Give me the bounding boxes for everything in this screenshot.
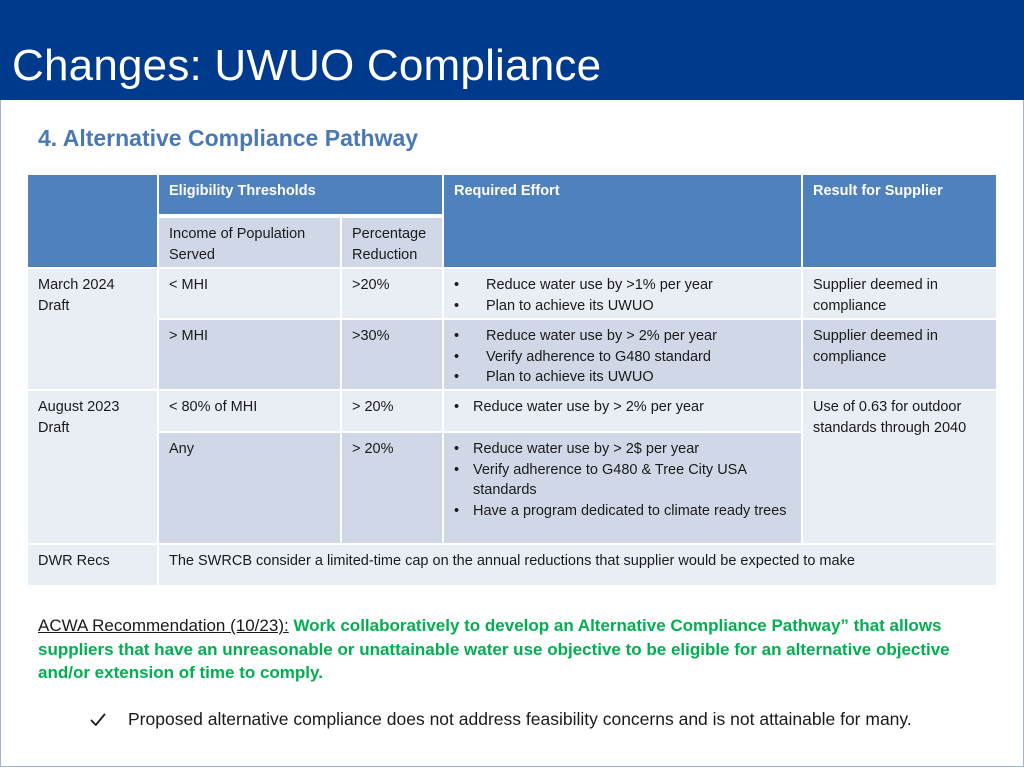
effort-item: • Reduce water use by >1% per year bbox=[454, 275, 791, 296]
table-cell-percentage: >30% bbox=[342, 320, 442, 389]
effort-item: • Plan to achieve its UWUO bbox=[454, 296, 791, 317]
effort-item: • Reduce water use by > 2% per year bbox=[454, 326, 791, 347]
slide-title: Changes: UWUO Compliance bbox=[12, 41, 602, 90]
header-required-effort: Required Effort bbox=[444, 175, 801, 267]
subheader-income: Income of Population Served bbox=[159, 218, 340, 267]
table-header-corner bbox=[28, 175, 157, 267]
table-cell-income: < MHI bbox=[159, 269, 340, 318]
effort-item: • Have a program dedicated to climate ready trees bbox=[454, 501, 791, 522]
effort-item: • Verify adherence to G480 standard bbox=[454, 347, 791, 368]
table-cell-percentage: > 20% bbox=[342, 391, 442, 431]
row-label-august-2023: August 2023 Draft bbox=[28, 391, 157, 543]
title-bar bbox=[0, 0, 1024, 100]
effort-item: • Reduce water use by > 2% per year bbox=[454, 397, 791, 418]
recommendation-lead: ACWA Recommendation (10/23): bbox=[38, 616, 289, 635]
header-result: Result for Supplier bbox=[803, 175, 996, 267]
row-label-dwr-recs: DWR Recs bbox=[28, 545, 157, 585]
table-cell-percentage: > 20% bbox=[342, 433, 442, 543]
acwa-recommendation bbox=[38, 614, 968, 685]
header-eligibility: Eligibility Thresholds bbox=[159, 175, 442, 214]
table-cell-effort bbox=[444, 269, 801, 318]
table-cell-effort bbox=[444, 391, 801, 431]
effort-item: • Verify adherence to G480 & Tree City USA standards bbox=[454, 460, 791, 501]
table-cell-result: Use of 0.63 for outdoor standards through 2040 bbox=[803, 391, 996, 543]
table-cell-result: Supplier deemed in compliance bbox=[803, 269, 996, 318]
checkmark-icon bbox=[90, 709, 110, 733]
section-subtitle: 4. Alternative Compliance Pathway bbox=[38, 125, 419, 151]
subheader-percentage: Percentage Reduction bbox=[342, 218, 442, 267]
dwr-recommendation-text: The SWRCB consider a limited-time cap on the annual reductions that supplier would be expected to make bbox=[159, 545, 996, 585]
table-cell-result: Supplier deemed in compliance bbox=[803, 320, 996, 389]
recommendation-body: Work collaboratively to develop an Alternative Compliance Pathway” that allows suppliers that have an unreasonable or unattainable water use objective to be eligible for an alternative objective and/or extension of time to comply. bbox=[38, 616, 950, 682]
effort-item: • Reduce water use by > 2$ per year bbox=[454, 439, 791, 460]
table-cell-effort bbox=[444, 320, 801, 389]
table-cell-income: > MHI bbox=[159, 320, 340, 389]
feasibility-note: Proposed alternative compliance does not address feasibility concerns and is not attainable for many. bbox=[128, 709, 912, 729]
table-cell-income: < 80% of MHI bbox=[159, 391, 340, 431]
table-cell-percentage: >20% bbox=[342, 269, 442, 318]
row-label-march-2024: March 2024 Draft bbox=[28, 269, 157, 389]
effort-item: • Plan to achieve its UWUO bbox=[454, 367, 791, 388]
table-cell-income: Any bbox=[159, 433, 340, 543]
table-cell-effort bbox=[444, 433, 801, 543]
